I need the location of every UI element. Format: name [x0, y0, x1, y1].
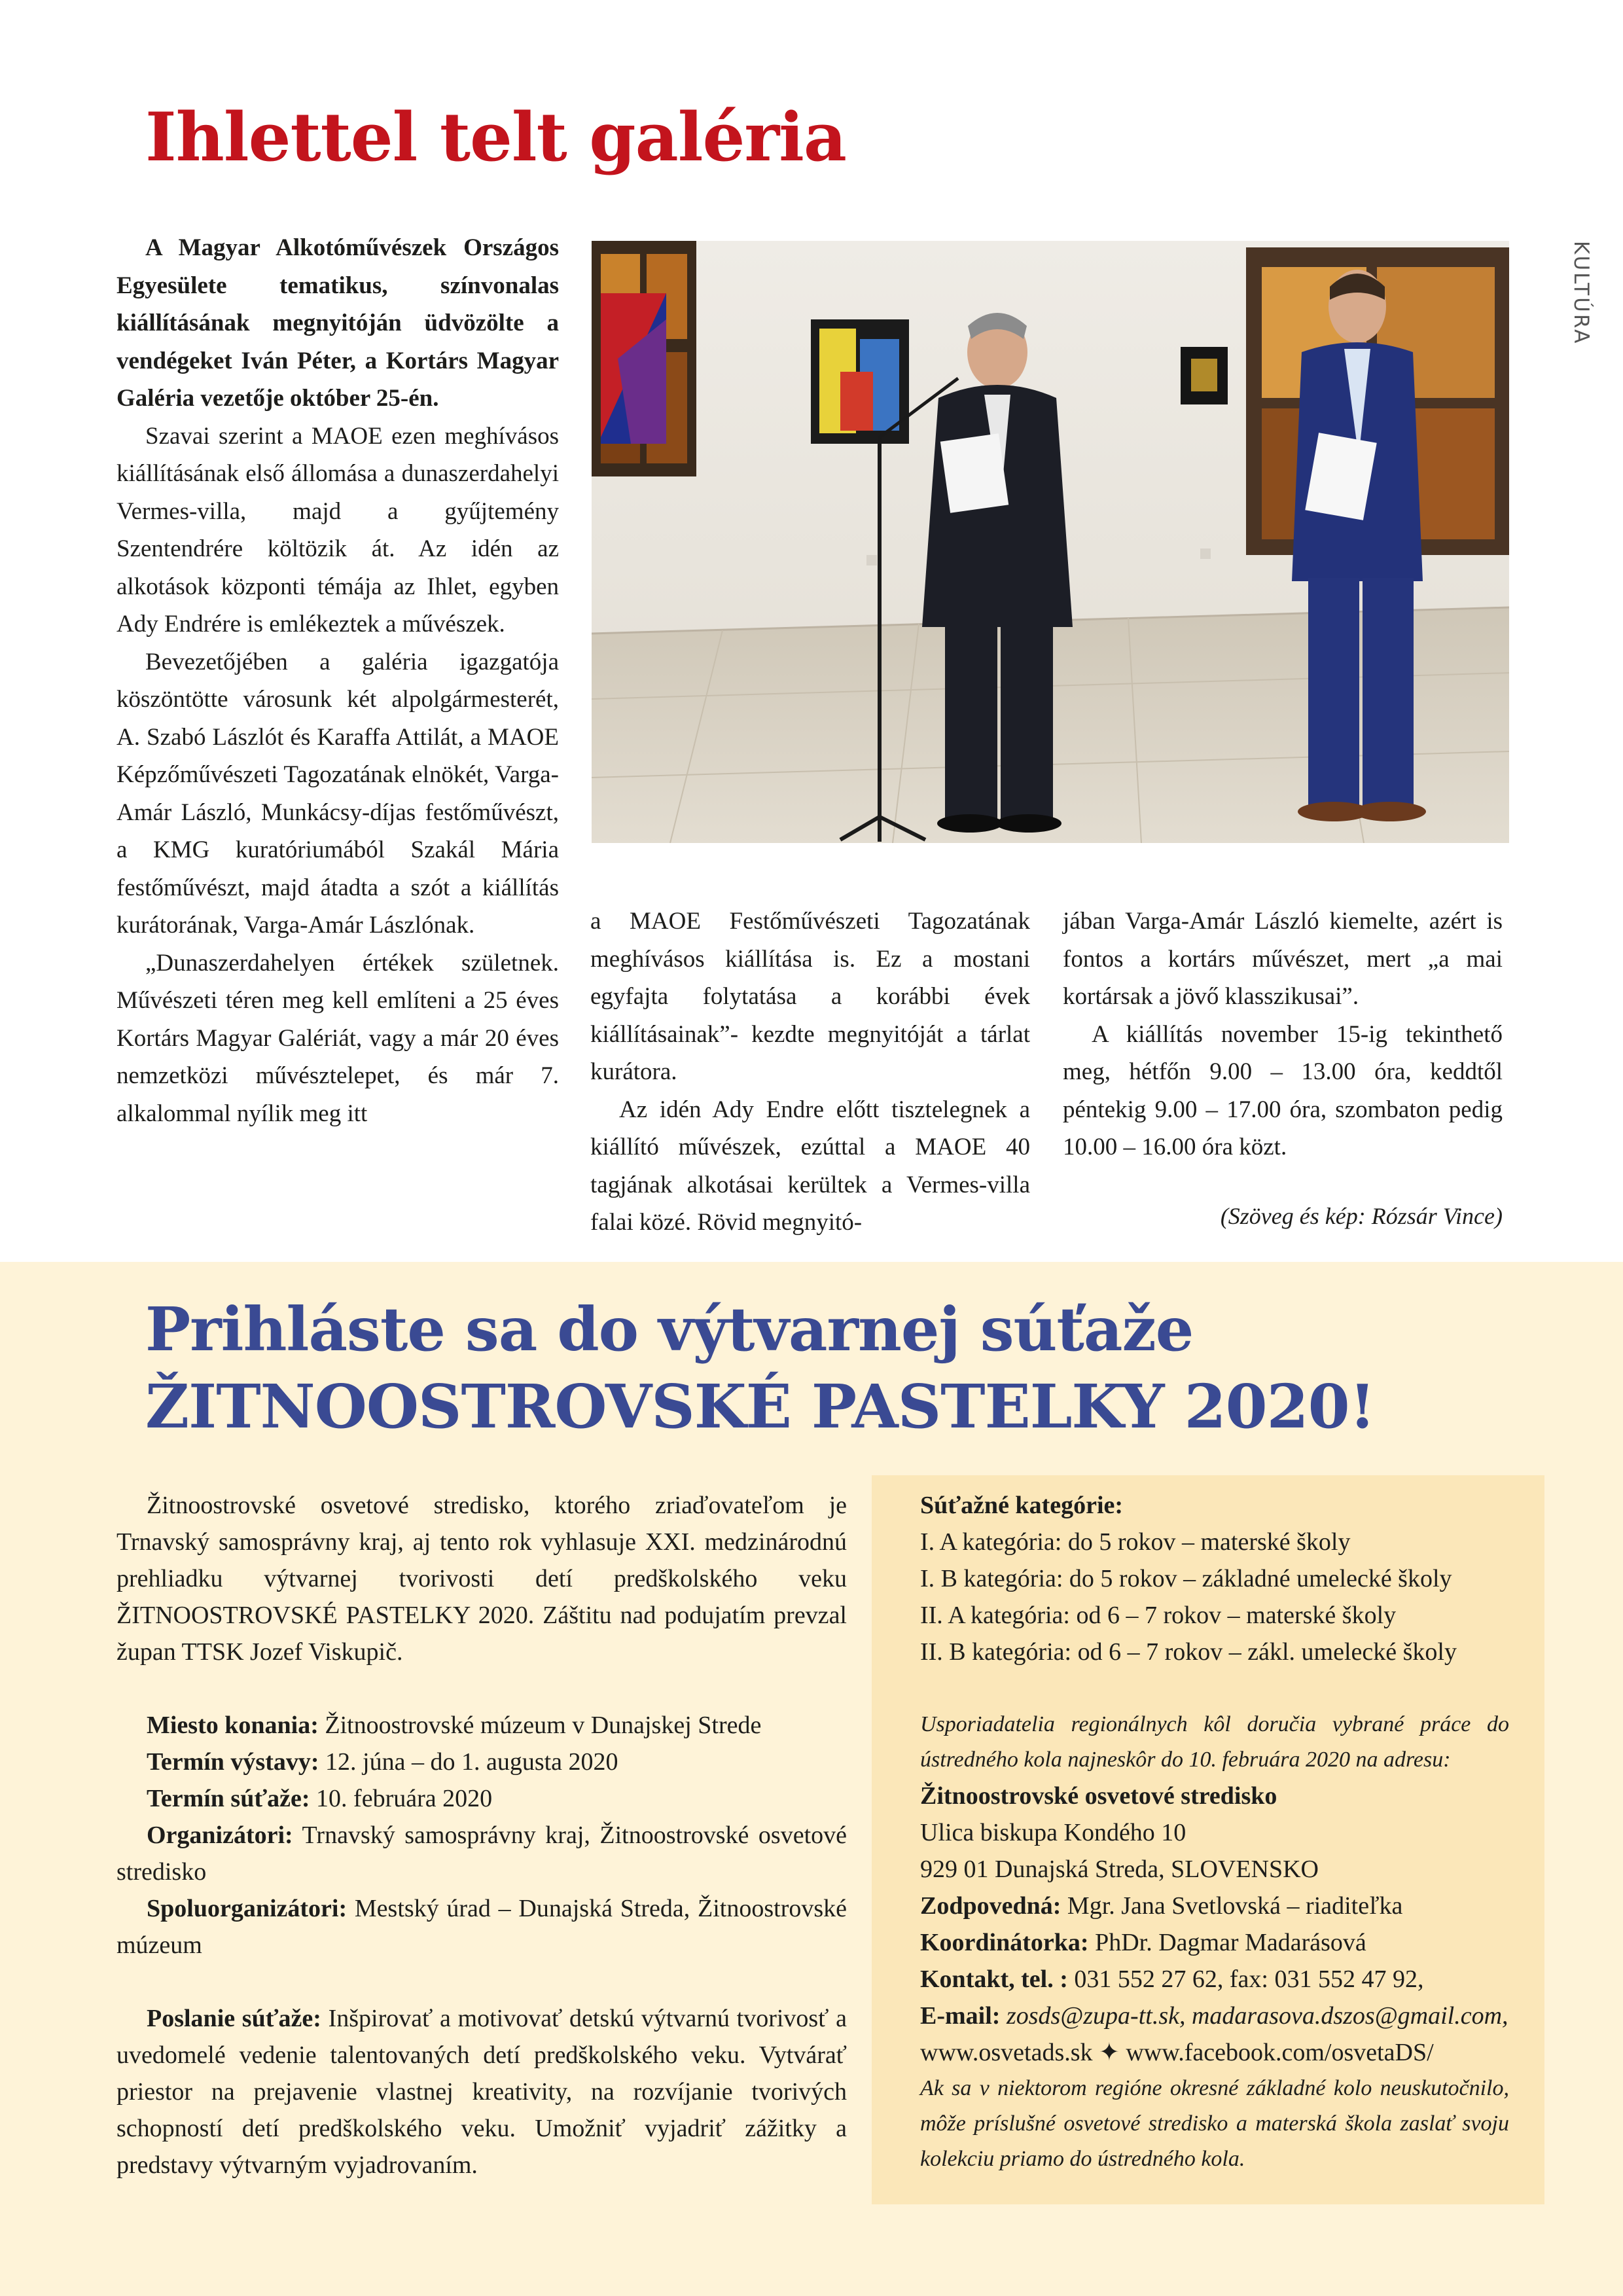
- organizers-label: Organizátori:: [147, 1821, 293, 1849]
- venue-label: Miesto konania:: [147, 1712, 319, 1739]
- delivery-note: Usporiadatelia regionálnych kôl doručia vybrané práce do ústredného kola najneskôr do 10. februára 2020 na adresu:: [920, 1712, 1509, 1772]
- article-column-3: [1063, 903, 1503, 1166]
- address-city: 929 01 Dunajská Streda, SLOVENSKO: [920, 1856, 1319, 1883]
- exhibition-term-label: Termín výstavy:: [147, 1748, 319, 1776]
- organizers-line: [116, 1817, 847, 1890]
- competition-details-column: [116, 1487, 847, 2183]
- responsible-label: Zodpovedná:: [920, 1892, 1061, 1920]
- coorganizers-label: Spoluorganizátori:: [147, 1895, 348, 1922]
- coordinator-value: PhDr. Dagmar Madarásová: [1088, 1929, 1366, 1956]
- byline: (Szöveg és kép: Rózsár Vince): [1220, 1203, 1503, 1229]
- email-line: [920, 1998, 1509, 2034]
- article-lead: A Magyar Alkotóművészek Országos Egyesülete tematikus, színvonalas kiállításának megnyitóján üdvözölte a vendégeket Iván Péter, a Kortárs Magyar Galéria vezetője október 25-én.: [116, 234, 559, 412]
- exhibition-term-value: 12. júna – do 1. augusta 2020: [319, 1748, 618, 1776]
- article-paragraph: jában Varga-Amár László kiemelte, azért is fontos a kortárs művészet, mert „a mai kortársak a jövő klasszikusai”.: [1063, 908, 1503, 1010]
- address-name: Žitnoostrovské osvetové stredisko: [920, 1782, 1277, 1810]
- venue-value: Žitnoostrovské múzeum v Dunajskej Strede: [318, 1712, 762, 1739]
- competition-intro: Žitnoostrovské osvetové stredisko, ktorého zriaďovateľom je Trnavský samosprávny kraj, aj tento rok vyhlasuje XXI. medzinárodnú prehliadku výtvarnej tvorivosti detí predškolského veku ŽITNOOSTROVSKÉ PASTELKY 2020. Záštitu nad podujatím prevzal župan TTSK Jozef Viskupič.: [116, 1492, 847, 1666]
- responsible-value: Mgr. Jana Svetlovská – riaditeľka: [1061, 1892, 1403, 1920]
- contact-label: Kontakt, tel. :: [920, 1965, 1068, 1993]
- article-paragraph: Az idén Ady Endre előtt tisztelegnek a kiállító művészek, ezúttal a MAOE 40 tagjának alkotásai kerültek a Vermes-villa falai közé. Rövid megnyitó-: [590, 1096, 1030, 1236]
- email-value[interactable]: zosds@zupa-tt.sk, madarasova.dszos@gmail.com,: [1000, 2002, 1508, 2030]
- contact-line: [920, 1961, 1509, 1998]
- closing-note: Ak sa v niektorom regióne okresné základné kolo neuskutočnilo, môže príslušné osvetové stredisko a materská škola zaslať svoju kolekciu priamo do ústredného kola.: [920, 2076, 1509, 2171]
- category-item: II. B kategória: od 6 – 7 rokov – zákl. umelecké školy: [920, 1638, 1457, 1666]
- article-title: Ihlettel telt galéria: [145, 98, 846, 177]
- contest-term-line: [116, 1780, 847, 1817]
- web-links[interactable]: www.osvetads.sk ✦ www.facebook.com/osvetaDS/: [920, 2039, 1434, 2066]
- article-paragraph: A kiállítás november 15-ig tekinthető meg, hétfőn 9.00 – 13.00 óra, keddtől péntekig 9.00 – 17.00 óra, szombaton pedig 10.00 – 16.00 óra közt.: [1063, 1020, 1503, 1160]
- exhibition-term-line: [116, 1744, 847, 1780]
- coordinator-label: Koordinátorka:: [920, 1929, 1089, 1956]
- section-tag: KULTÚRA: [1569, 241, 1593, 346]
- contact-value: 031 552 27 62, fax: 031 552 47 92,: [1067, 1965, 1424, 1993]
- article-paragraph: a MAOE Festőművészeti Tagozatának meghívásos kiállítása is. Ez a mostani egyfajta folytatása a korábbi évek kiállításainak”- kezdte megnyitóját a tárlat kurátora.: [590, 908, 1030, 1085]
- address-street: Ulica biskupa Kondého 10: [920, 1819, 1186, 1846]
- article-paragraph: Szavai szerint a MAOE ezen meghívásos kiállításának első állomása a dunaszerdahelyi Vermes-villa, majd a gyűjtemény Szentendrére költözik át. Az idén az alkotások központi témája az Ihlet, egyben Ady Endrére is emlékeztek a művészek.: [116, 422, 559, 637]
- email-label: E-mail:: [920, 2002, 1001, 2030]
- responsible-line: [920, 1888, 1509, 1924]
- categories-label: Súťažné kategórie:: [920, 1492, 1124, 1519]
- competition-title-line-2: ŽITNOOSTROVSKÉ PASTELKY 2020!: [145, 1371, 1376, 1442]
- article-column-2: [590, 903, 1030, 1242]
- contest-term-label: Termín súťaže:: [147, 1785, 310, 1812]
- article-paragraph: „Dunaszerdahelyen értékek születnek. Művészeti téren meg kell említeni a 25 éves Kortárs Magyar Galériát, vagy a már 20 éves nemzetközi művésztelepet, és már 7. alkalommal nyílik meg itt: [116, 949, 559, 1127]
- coorganizers-line: [116, 1890, 847, 1964]
- category-item: II. A kategória: od 6 – 7 rokov – materské školy: [920, 1602, 1397, 1629]
- mission-value: Inšpirovať a motivovať detskú výtvarnú tvorivosť a uvedomelé vedenie talentovaných detí predškolského veku. Vytvárať priestor na prejavenie vlastnej kreativity, na rozvíjanie tvorivých schopností detí predškolského veku. Umožniť vyjadriť zážitky a predstavy výtvarným vyjadrovaním.: [116, 2005, 847, 2179]
- article-paragraph: Bevezetőjében a galéria igazgatója köszöntötte városunk két alpolgármesterét, A. Szabó Lászlót és Karaffa Attilát, a MAOE Képzőművészeti Tagozatának elnökét, Varga-Amár László, Munkácsy-díjas festőművészt, a KMG kuratóriumából Szakál Mária festőművészt, majd átadta a szót a kiállítás kurátorának, Varga-Amár Lászlónak.: [116, 648, 559, 939]
- exhibition-photo: [592, 241, 1509, 843]
- coorganizers-value: Mestský úrad – Dunajská Streda, Žitnoostrovské múzeum: [116, 1895, 847, 1959]
- competition-title: [145, 1291, 1552, 1445]
- category-item: I. B kategória: do 5 rokov – základné umelecké školy: [920, 1565, 1452, 1592]
- competition-info-column: [920, 1487, 1509, 2177]
- organizers-value: Trnavský samosprávny kraj, Žitnoostrovské osvetové stredisko: [116, 1821, 847, 1886]
- category-item: I. A kategória: do 5 rokov – materské školy: [920, 1528, 1351, 1556]
- gallery-opening-illustration: [592, 241, 1509, 843]
- venue-line: [116, 1707, 847, 1744]
- mission-line: [116, 2000, 847, 2183]
- coordinator-line: [920, 1924, 1509, 1961]
- contest-term-value: 10. februára 2020: [310, 1785, 493, 1812]
- competition-title-line-1: Prihláste sa do výtvarnej súťaže: [145, 1294, 1194, 1365]
- mission-label: Poslanie súťaže:: [147, 2005, 321, 2032]
- article-column-1: [116, 229, 559, 1132]
